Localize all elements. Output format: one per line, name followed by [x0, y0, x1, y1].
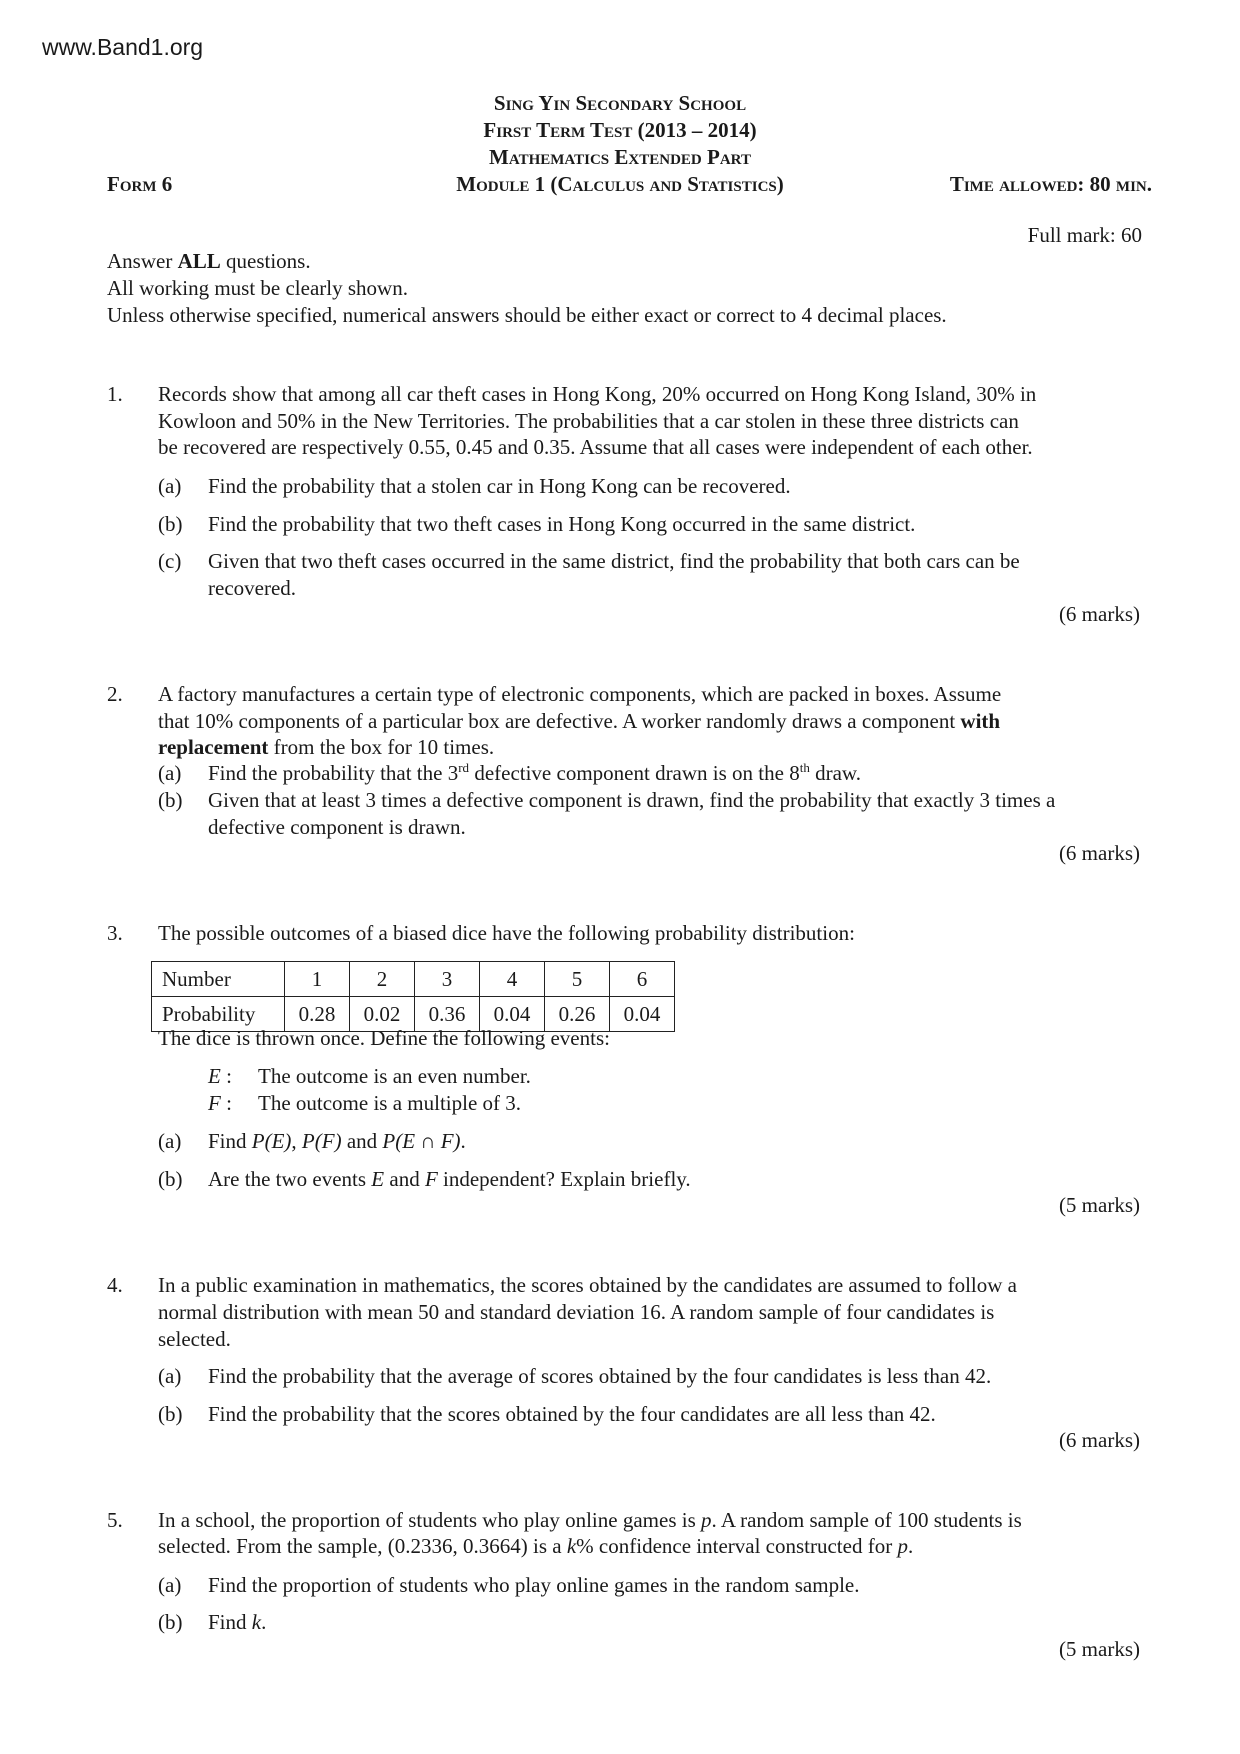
superscript: th	[799, 760, 810, 775]
q5-line	[158, 1507, 1022, 1534]
text: and	[341, 1129, 383, 1153]
q2b-label: (b)	[158, 788, 183, 812]
math: p	[701, 1508, 712, 1532]
school-name: Sing Yin Secondary School	[493, 91, 747, 115]
text: independent? Explain briefly.	[437, 1167, 691, 1191]
instruction-3: Unless otherwise specified, numerical answers should be either exact or correct to 4 decimal places.	[107, 303, 947, 327]
q5a-text: Find the proportion of students who play online games in the random sample.	[208, 1573, 860, 1597]
q2-number: 2.	[107, 682, 123, 706]
q1-marks: (6 marks)	[1058, 602, 1140, 626]
math: P(E ∩ F)	[382, 1129, 461, 1153]
math: E	[371, 1167, 385, 1191]
q2b-text: defective component is drawn.	[208, 815, 466, 839]
q4-number: 4.	[107, 1273, 123, 1297]
time-allowed: Time allowed: 80 min.	[949, 172, 1152, 196]
q2-line	[158, 708, 1000, 735]
math: k	[566, 1534, 577, 1558]
form-label: Form 6	[107, 172, 173, 196]
q2a-text	[208, 760, 861, 787]
emphasis: ALL	[177, 249, 221, 273]
table-cell: 4	[480, 962, 545, 997]
q1c-text: recovered.	[208, 576, 297, 600]
q4a-text: Find the probability that the average of scores obtained by the four candidates is less than 42.	[208, 1364, 992, 1388]
math: P(F)	[301, 1129, 342, 1153]
q3-intro: The possible outcomes of a biased dice have the following probability distribution:	[158, 921, 855, 945]
q5b-label: (b)	[158, 1610, 183, 1634]
event-e-symbol: E :	[208, 1064, 232, 1088]
text: ,	[291, 1129, 302, 1153]
q4a-label: (a)	[158, 1364, 182, 1388]
q1a-label: (a)	[158, 474, 182, 498]
table-cell: 2	[350, 962, 415, 997]
table-cell: 0.36	[415, 997, 480, 1032]
q3-number: 3.	[107, 921, 123, 945]
full-mark: Full mark: 60	[1027, 223, 1142, 247]
text: In a school, the proportion of students who play online games is	[158, 1508, 701, 1532]
q5-marks: (5 marks)	[1058, 1637, 1140, 1661]
text: . A random sample of 100 students is	[711, 1508, 1022, 1532]
q1-line: Records show that among all car theft cases in Hong Kong, 20% occurred on Hong Kong Island, 30% in	[158, 382, 1037, 406]
q1c-label: (c)	[158, 549, 182, 573]
instruction-1	[107, 248, 311, 275]
table-cell: 0.26	[545, 997, 610, 1032]
math: F	[424, 1167, 438, 1191]
module-name: Module 1 (Calculus and Statistics)	[456, 172, 784, 196]
math: P(E)	[251, 1129, 292, 1153]
q3a-text	[208, 1128, 466, 1155]
table-cell: 0.04	[480, 997, 545, 1032]
text: Find the probability that the 3	[208, 761, 459, 785]
event-e-text: The outcome is an even number.	[258, 1064, 531, 1088]
q3-marks: (5 marks)	[1058, 1193, 1140, 1217]
q2a-label: (a)	[158, 761, 182, 785]
q1-number: 1.	[107, 382, 123, 406]
q2-line: A factory manufactures a certain type of electronic components, which are packed in boxes. Assume	[158, 682, 1002, 706]
q3-thrown: The dice is thrown once. Define the following events:	[158, 1026, 610, 1050]
q1c-text: Given that two theft cases occurred in the same district, find the probability that both cars can be	[208, 549, 1020, 573]
q2-marks: (6 marks)	[1058, 841, 1140, 865]
symbol: F	[208, 1091, 221, 1115]
q5-line	[158, 1533, 913, 1560]
table-cell: 1	[285, 962, 350, 997]
text: .	[460, 1129, 466, 1153]
event-f-text: The outcome is a multiple of 3.	[258, 1091, 522, 1115]
q1-line: be recovered are respectively 0.55, 0.45 and 0.35. Assume that all cases were independent of each other.	[158, 435, 1033, 459]
q1b-text: Find the probability that two theft cases in Hong Kong occurred in the same district.	[208, 512, 916, 536]
watermark[interactable]: www.Band1.org	[42, 34, 204, 60]
text: selected. From the sample, (0.2336, 0.3664) is a	[158, 1534, 567, 1558]
q3a-label: (a)	[158, 1129, 182, 1153]
q1-line: Kowloon and 50% in the New Territories. The probabilities that a car stolen in these three districts can	[158, 409, 1019, 433]
text: .	[907, 1534, 914, 1558]
q4-line: selected.	[158, 1327, 231, 1351]
q1b-label: (b)	[158, 512, 183, 536]
table-cell: 6	[610, 962, 675, 997]
q4b-label: (b)	[158, 1402, 183, 1426]
text: Are the two events	[208, 1167, 372, 1191]
q5b-text	[208, 1609, 266, 1636]
q3b-label: (b)	[158, 1167, 183, 1191]
q4b-text: Find the probability that the scores obtained by the four candidates are all less than 42.	[208, 1402, 936, 1426]
q4-marks: (6 marks)	[1058, 1428, 1140, 1452]
text: Find	[208, 1129, 252, 1153]
text: questions.	[220, 249, 311, 273]
q4-line: In a public examination in mathematics, the scores obtained by the candidates are assumed to follow a	[158, 1273, 1017, 1297]
text: defective component drawn is on the 8	[469, 761, 800, 785]
table-cell: 3	[415, 962, 480, 997]
q3b-text	[208, 1166, 691, 1193]
table-cell: 5	[545, 962, 610, 997]
q5a-label: (a)	[158, 1573, 182, 1597]
text: Find	[208, 1610, 252, 1634]
probability-distribution-table	[151, 961, 675, 1032]
text: and	[384, 1167, 425, 1191]
table-row	[152, 962, 675, 997]
table-cell: 0.28	[285, 997, 350, 1032]
table-cell: 0.04	[610, 997, 675, 1032]
event-f-symbol: F :	[208, 1091, 232, 1115]
text: from the box for 10 times.	[268, 735, 495, 759]
emphasis: with	[960, 709, 1001, 733]
text: draw.	[809, 761, 861, 785]
test-name: First Term Test (2013 – 2014)	[483, 118, 757, 142]
text: .	[261, 1610, 267, 1634]
q2-line	[158, 734, 494, 761]
row-header: Probability	[152, 997, 285, 1032]
math: p	[897, 1534, 908, 1558]
q1a-text: Find the probability that a stolen car in Hong Kong can be recovered.	[208, 474, 791, 498]
q5-number: 5.	[107, 1508, 123, 1532]
instruction-2: All working must be clearly shown.	[107, 276, 408, 300]
q4-line: normal distribution with mean 50 and standard deviation 16. A random sample of four candidates is	[158, 1300, 995, 1324]
symbol: E	[208, 1064, 221, 1088]
subject-name: Mathematics Extended Part	[489, 145, 751, 169]
q2b-text: Given that at least 3 times a defective component is drawn, find the probability that exactly 3 times a	[208, 788, 1056, 812]
superscript: rd	[458, 760, 470, 775]
emphasis: replacement	[158, 735, 269, 759]
text: that 10% components of a particular box are defective. A worker randomly draws a component	[158, 709, 961, 733]
row-header: Number	[152, 962, 285, 997]
math: k	[251, 1610, 262, 1634]
text: % confidence interval constructed for	[576, 1534, 898, 1558]
table-cell: 0.02	[350, 997, 415, 1032]
text: Answer	[107, 249, 178, 273]
